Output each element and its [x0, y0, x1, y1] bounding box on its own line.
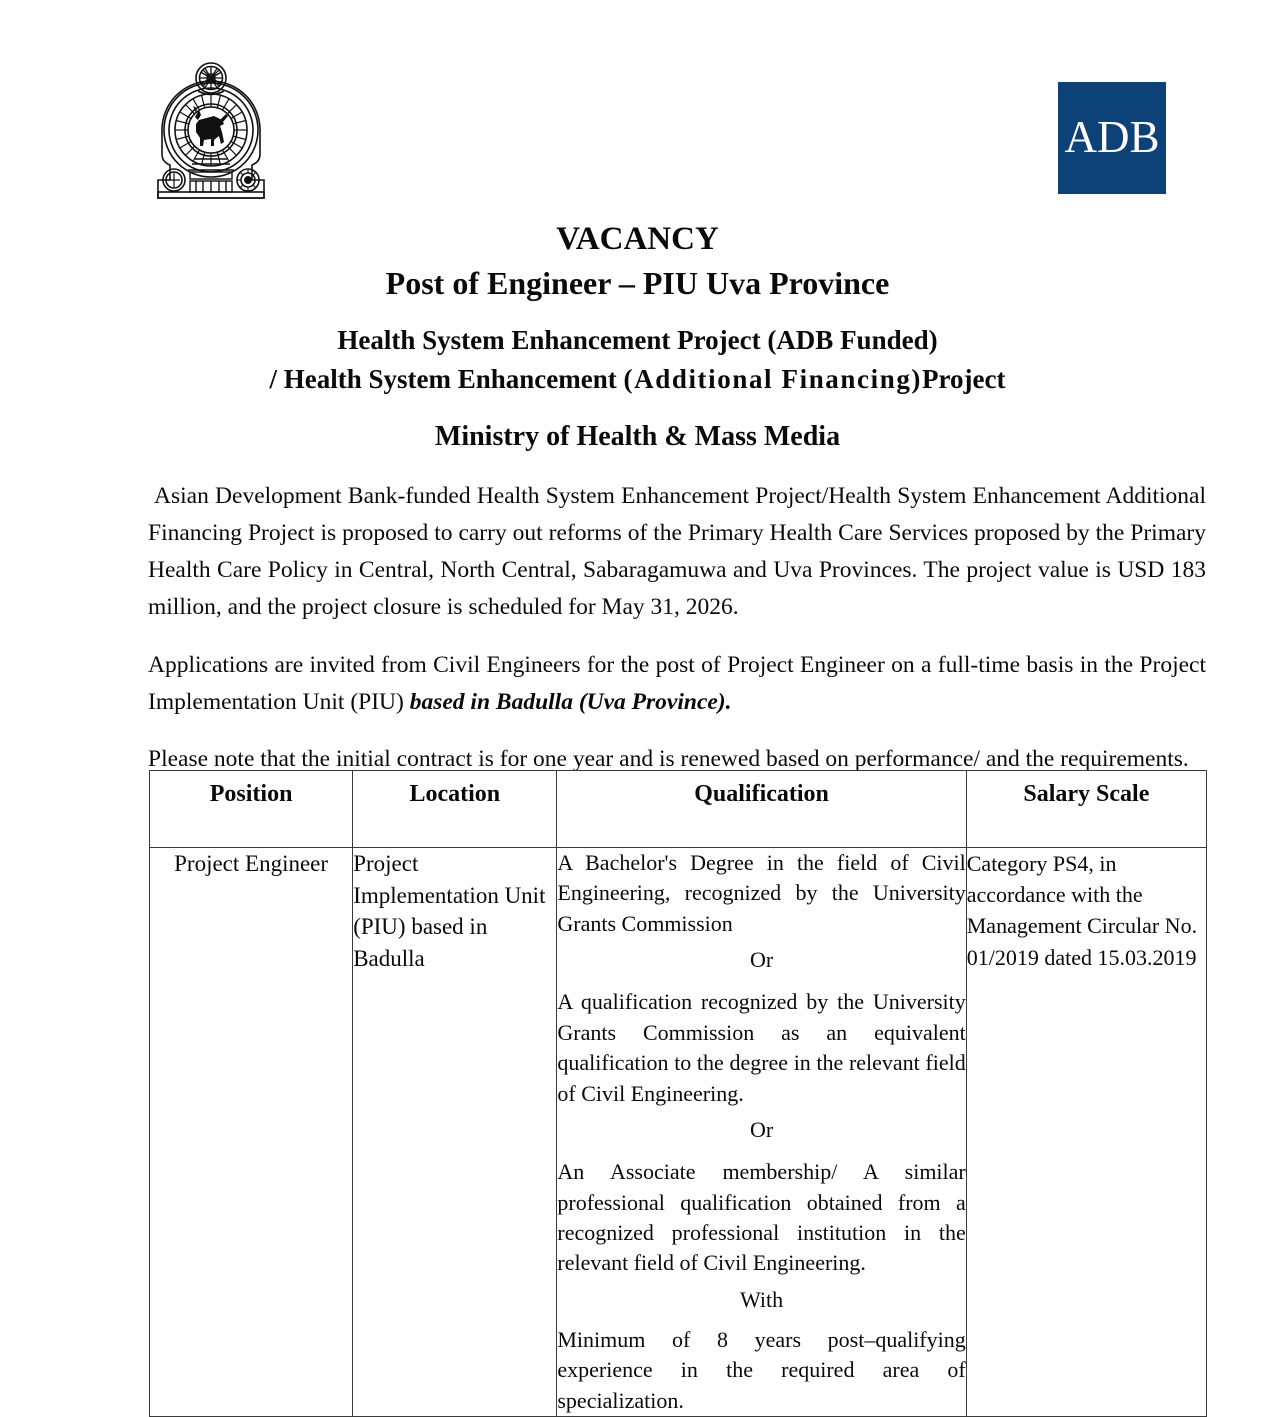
- column-header-position: Position: [150, 771, 353, 848]
- qualification-separator-1: Or: [749, 947, 774, 973]
- post-title: Post of Engineer – PIU Uva Province: [385, 265, 890, 302]
- adb-logo: [1058, 82, 1166, 194]
- paragraph-applications-emphasis: based in Badulla (Uva Province).: [409, 688, 732, 715]
- column-header-location: Location: [353, 771, 557, 848]
- cell-position: Project Engineer: [150, 848, 353, 1417]
- table-header-row: [150, 771, 1207, 848]
- qualification-option-2: A qualification recognized by the University Grants Commission as an equivalent qualification to the degree in the relevant field of Civil Engineering.: [557, 989, 966, 1106]
- qualification-option-3: An Associate membership/ A similar professional qualification obtained from a recognized professional institution in the relevant field of Civil Engineering.: [557, 1159, 966, 1276]
- paragraph-contract-note: Please note that the initial contract is for one year and is renewed based on performance/ and the requirements.: [148, 745, 1189, 772]
- project-title-line-2-spaced: (Additional Financing): [623, 363, 923, 394]
- cell-location: Project Implementation Unit (PIU) based in Badulla: [353, 848, 557, 1417]
- qualification-option-1: A Bachelor's Degree in the field of Civil Engineering, recognized by the University Grants Commission: [557, 850, 966, 936]
- column-header-qualification: Qualification: [557, 771, 966, 848]
- vacancy-table: [149, 770, 1207, 1417]
- paragraph-applications: [148, 647, 1206, 721]
- project-title-line-2-prefix: / Health System Enhancement: [269, 363, 624, 394]
- qualification-experience-requirement: Minimum of 8 years post–qualifying experience in the required area of specialization.: [557, 1327, 966, 1413]
- paragraph-applications-lead: Applications are invited from Civil Engineers for the post of Project Engineer on a full-time basis in the Project Implementation Unit (PIU): [148, 651, 1206, 715]
- paragraph-intro: Asian Development Bank-funded Health System Enhancement Project/Health System Enhancement Additional Financing Project is proposed to carry out reforms of the Primary Health Care Services proposed by the Primary Health Care Policy in Central, North Central, Sabaragamuwa and Uva Provinces. The project value is USD 183 million, and the project closure is scheduled for May 31, 2026.: [148, 483, 1206, 621]
- project-title-line-2-suffix: Project: [922, 363, 1006, 394]
- document-title-block: [0, 218, 1275, 456]
- cell-qualification: [557, 848, 966, 1417]
- table-header: [150, 771, 1207, 848]
- column-header-salary: Salary Scale: [966, 771, 1206, 848]
- header-logo-bar: [0, 0, 1275, 215]
- table-row: [150, 848, 1207, 1417]
- table-body: [150, 848, 1207, 1417]
- qualification-separator-2: Or: [749, 1116, 774, 1142]
- project-title-line-1: Health System Enhancement Project (ADB Funded): [337, 324, 938, 355]
- qualification-separator-3: With: [740, 1286, 784, 1312]
- adb-logo-text: ADB: [1064, 111, 1160, 162]
- ministry-title: Ministry of Health & Mass Media: [434, 421, 841, 453]
- page-title: VACANCY: [556, 221, 719, 257]
- body-text-block: [148, 478, 1206, 798]
- project-title-line-2: [0, 360, 1275, 399]
- sri-lanka-government-emblem: [152, 58, 270, 208]
- cell-salary-scale: Category PS4, in accordance with the Management Circular No. 01/2019 dated 15.03.2019: [966, 848, 1206, 1417]
